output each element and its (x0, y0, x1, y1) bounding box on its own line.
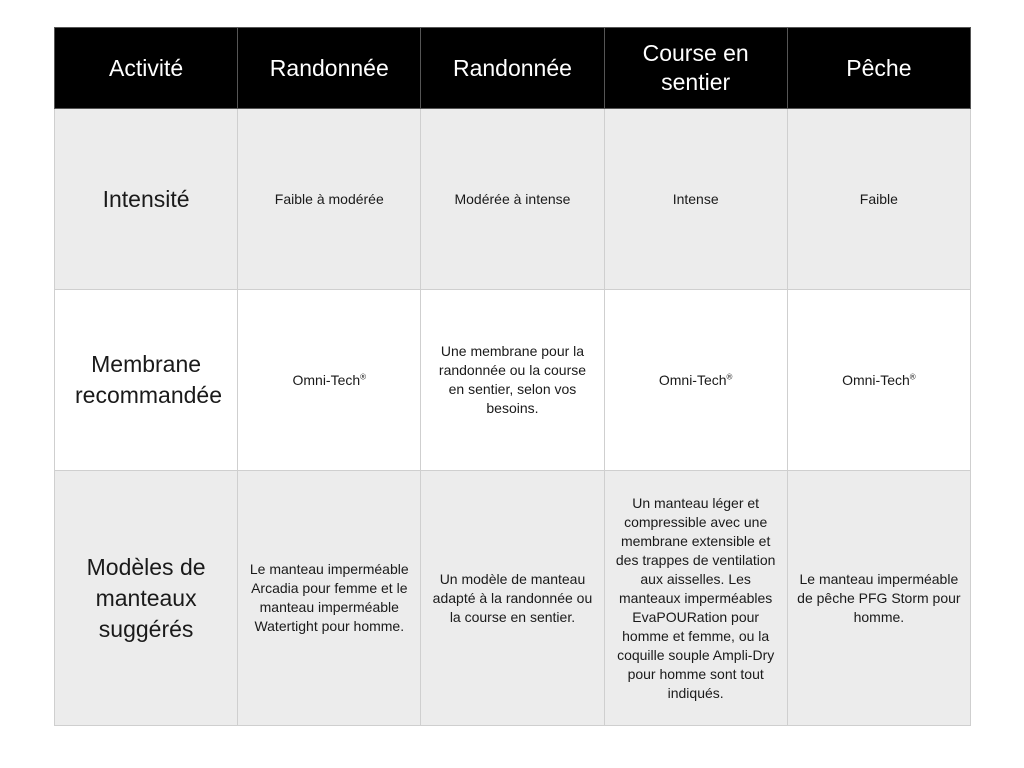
table-cell (421, 290, 604, 471)
table-cell (421, 471, 604, 726)
activity-comparison-table (54, 27, 971, 726)
table-row-membrane (55, 290, 971, 471)
cell-text: Omni-Tech (842, 371, 910, 388)
table-cell (604, 471, 787, 726)
table-cell (604, 290, 787, 471)
table-cell (238, 290, 421, 471)
header-cell-activity: Activité (55, 28, 238, 109)
cell-text: Le manteau imperméable Arcadia pour femme et le manteau imperméable Watertight pour homme. (249, 561, 409, 634)
table-cell (787, 290, 970, 471)
header-cell-fishing: Pêche (787, 28, 970, 109)
table-cell (238, 109, 421, 290)
table-cell (787, 109, 970, 290)
row-label-intensity: Intensité (55, 109, 238, 290)
cell-text: Omni-Tech (292, 371, 361, 388)
cell-text: Un modèle de manteau adapté à la randonnée ou la course en sentier. (432, 570, 593, 625)
table-cell (421, 109, 604, 290)
table-cell (604, 109, 787, 290)
registered-mark: ® (726, 371, 733, 381)
header-row (55, 28, 971, 109)
cell-text: Omni-Tech (658, 371, 727, 388)
row-label-models: Modèles de manteaux suggérés (55, 471, 238, 726)
cell-text: Modérée à intense (454, 190, 571, 207)
header-cell-hiking-2: Randonnée (421, 28, 604, 109)
cell-text: Le manteau imperméable de pêche PFG Storm pour homme. (797, 570, 961, 625)
row-label-membrane: Membrane recommandée (55, 290, 238, 471)
cell-text: Faible (859, 190, 898, 207)
table-cell (787, 471, 970, 726)
registered-mark: ® (909, 371, 916, 381)
cell-text: Un manteau léger et compressible avec une membrane extensible et des trappes de ventilation aux aisselles. Les manteaux imperméables EvaPOURation pour homme et femme, ou la coquille souple Ampli-Dry pour homme sont tout indiqués. (615, 494, 776, 701)
table-header (55, 28, 971, 109)
table-cell (238, 471, 421, 726)
cell-text: Une membrane pour la randonnée ou la course en sentier, selon vos besoins. (438, 343, 587, 416)
header-cell-trail-running: Course en sentier (604, 28, 787, 109)
header-cell-hiking-1: Randonnée (238, 28, 421, 109)
cell-text: Intense (672, 190, 719, 207)
table-row-models (55, 471, 971, 726)
table-body (55, 109, 971, 726)
table-row-intensity (55, 109, 971, 290)
cell-text: Faible à modérée (274, 190, 384, 207)
registered-mark: ® (360, 371, 367, 381)
